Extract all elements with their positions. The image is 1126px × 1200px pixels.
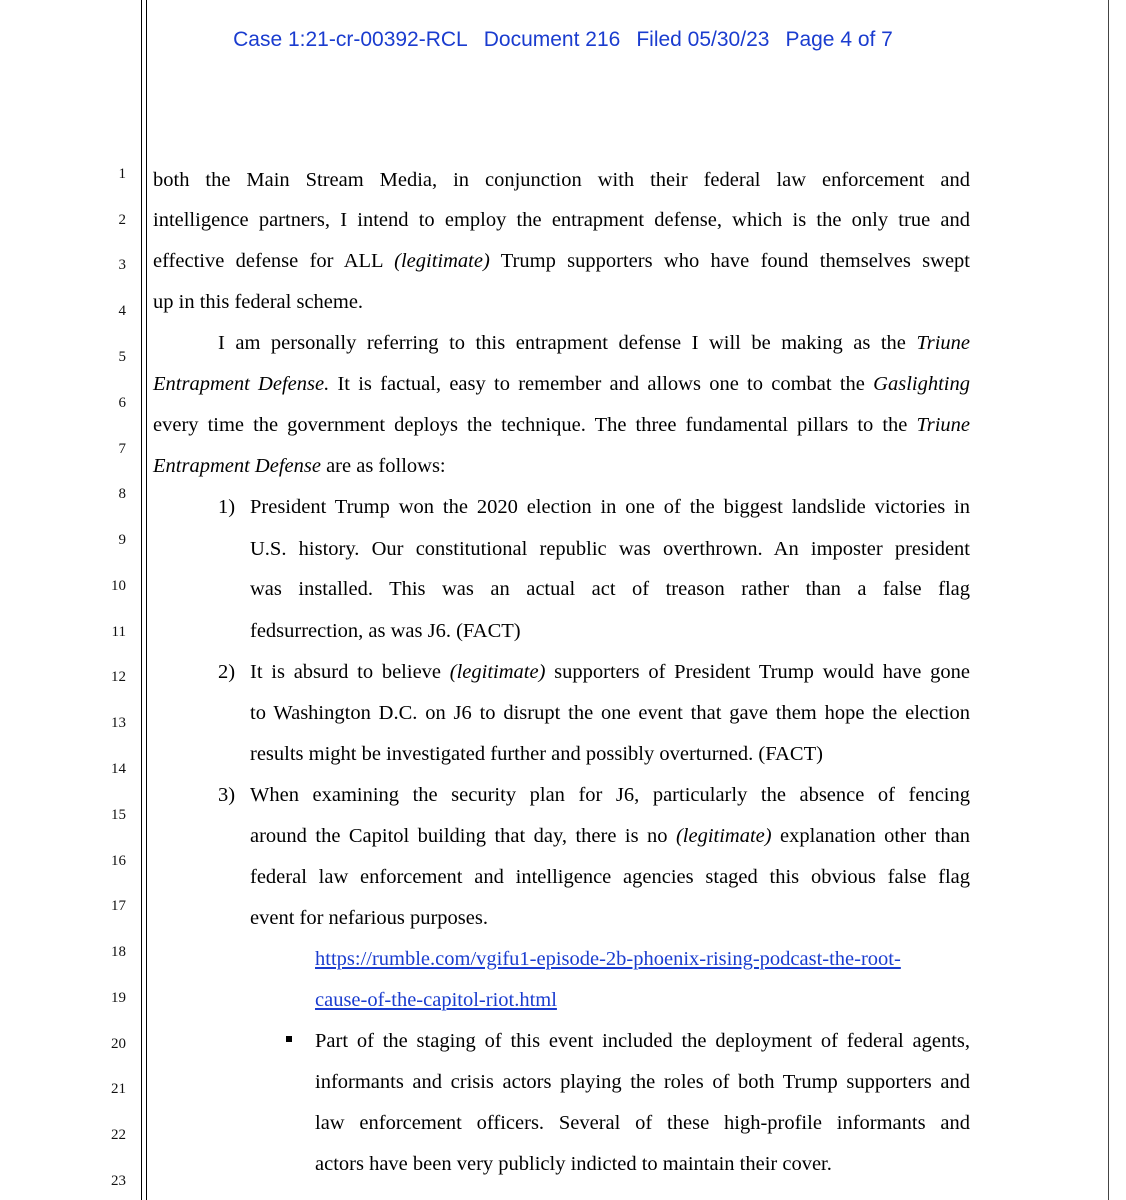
list-number: 2)	[218, 661, 236, 683]
line-number: 21	[111, 1081, 126, 1097]
line-number: 5	[118, 349, 126, 365]
line-number: 13	[111, 715, 126, 731]
list-italic: (legitimate)	[675, 825, 772, 847]
case-header	[0, 28, 1126, 52]
line-number: 14	[111, 761, 126, 777]
line-number: 16	[111, 853, 126, 869]
document-number: Document 216	[483, 28, 621, 51]
body-line	[153, 454, 446, 478]
line-number: 7	[118, 441, 126, 457]
line-number: 10	[111, 578, 126, 594]
body-line: up in this federal scheme.	[153, 291, 364, 313]
list-line: results might be investigated further and possibly overturned. (FACT)	[250, 743, 823, 765]
body-text: It is factual, easy to remember and allows one to combat the	[329, 373, 874, 395]
body-italic: Entrapment Defense.	[153, 373, 330, 395]
line-number: 2	[118, 212, 126, 228]
right-margin-rule	[1108, 0, 1109, 1200]
list-line: was installed. This was an actual act of treason rather than a false flag	[250, 578, 970, 600]
line-number: 23	[111, 1173, 126, 1189]
line-number: 11	[111, 624, 126, 640]
list-line: federal law enforcement and intelligence agencies staged this obvious false flag	[250, 866, 970, 888]
list-line: U.S. history. Our constitutional republic was overthrown. An imposter president	[250, 538, 970, 560]
filed-date: Filed 05/30/23	[636, 28, 770, 51]
body-text: effective defense for ALL	[153, 250, 395, 272]
bullet-line: Part of the staging of this event included the deployment of federal agents,	[315, 1030, 970, 1052]
body-line	[153, 249, 970, 273]
line-number: 19	[111, 990, 126, 1006]
page-indicator: Page 4 of 7	[785, 28, 893, 51]
body-line	[218, 331, 970, 355]
bullet-line: law enforcement officers. Several of these high-profile informants and	[315, 1112, 970, 1134]
list-line: fedsurrection, as was J6. (FACT)	[250, 620, 521, 642]
list-number: 1)	[218, 496, 236, 518]
body-italic: Triune	[916, 332, 970, 354]
body-text: I am personally referring to this entrapment defense I will be making as the	[218, 332, 917, 354]
line-number: 4	[118, 303, 126, 319]
list-line: to Washington D.C. on J6 to disrupt the one event that gave them hope the election	[250, 702, 970, 724]
body-italic: (legitimate)	[394, 250, 490, 272]
line-number: 8	[118, 486, 126, 502]
list-italic: (legitimate)	[449, 661, 546, 683]
list-line: President Trump won the 2020 election in one of the biggest landslide victories in	[250, 496, 970, 518]
bullet-line: actors have been very publicly indicted to maintain their cover.	[315, 1153, 832, 1175]
line-number: 17	[111, 898, 126, 914]
line-number: 18	[111, 944, 126, 960]
list-number: 3)	[218, 784, 236, 806]
list-line	[250, 660, 970, 684]
list-line: When examining the security plan for J6, particularly the absence of fencing	[250, 784, 970, 806]
list-text: supporters of President Trump would have gone	[545, 661, 971, 683]
body-text: Trump supporters who have found themselves swept	[489, 250, 970, 272]
list-line: event for nefarious purposes.	[250, 907, 488, 929]
body-italic: Triune	[916, 414, 970, 436]
line-number: 22	[111, 1127, 126, 1143]
line-number: 15	[111, 807, 126, 823]
bullet-square-icon	[286, 1036, 292, 1042]
list-text: It is absurd to believe	[250, 661, 450, 683]
list-line	[250, 824, 970, 848]
left-margin-rule-inner	[146, 0, 147, 1200]
bullet-line: informants and crisis actors playing the roles of both Trump supporters and	[315, 1071, 970, 1093]
body-text: are as follows:	[320, 455, 446, 477]
rumble-link-line-1[interactable]: https://rumble.com/vgifu1-episode-2b-phoenix-rising-podcast-the-root-	[315, 948, 901, 970]
line-number: 6	[118, 395, 126, 411]
left-margin-rule-outer	[141, 0, 142, 1200]
case-number: Case 1:21-cr-00392-RCL	[233, 28, 468, 51]
rumble-link-line-2[interactable]: cause-of-the-capitol-riot.html	[315, 989, 557, 1011]
body-italic: Entrapment Defense	[153, 455, 321, 477]
body-line: intelligence partners, I intend to employ the entrapment defense, which is the only true and	[153, 209, 970, 231]
body-line	[153, 413, 970, 437]
body-line: both the Main Stream Media, in conjunction with their federal law enforcement and	[153, 169, 970, 191]
body-italic: Gaslighting	[873, 373, 970, 395]
body-line	[153, 372, 970, 396]
list-text: around the Capitol building that day, there is no	[250, 825, 676, 847]
line-number: 12	[111, 669, 126, 685]
line-number: 9	[118, 532, 126, 548]
line-number: 1	[118, 166, 126, 182]
body-text: every time the government deploys the technique. The three fundamental pillars to the	[153, 414, 917, 436]
line-number: 3	[118, 257, 126, 273]
list-text: explanation other than	[771, 825, 970, 847]
line-number: 20	[111, 1036, 126, 1052]
